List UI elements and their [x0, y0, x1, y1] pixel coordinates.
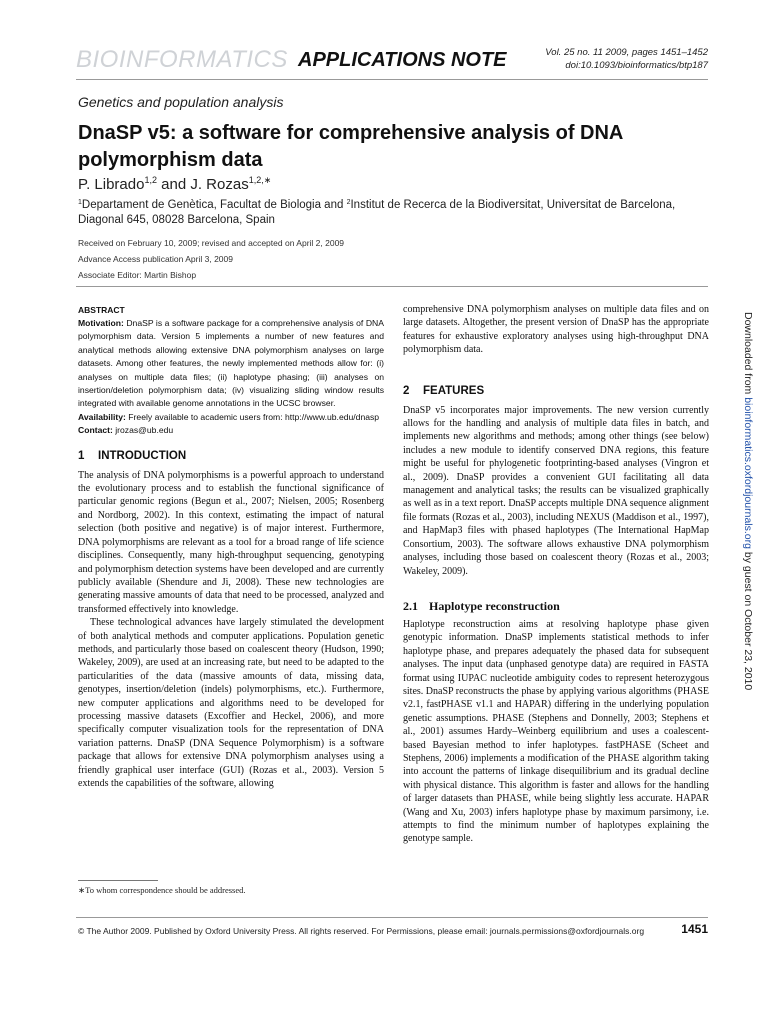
abstract-contact	[78, 424, 384, 437]
introduction-heading	[78, 448, 384, 464]
haplotype-paragraph: Haplotype reconstruction aims at resolving haplotype phase given genotypic information. DnaSP implements statistical methods to infer haplotype phase, and prepares adequately the phased data for subsequent analyses. The input data (unphased genotype data) are required in FASTA format using IUPAC nucleotide ambiguity codes to represent heterozygous sites. DnaSP reconstructs the phase by applying various algorithms (PHASE v2.1, fastPHASE v1.1 and HAPAR) differing in the underlying population genetic assumptions. PHASE (Stephens and Donnelly, 2003; Stephens et al., 2001) assumes Hardy–Weinberg equilibrium and uses a coalescent-based Bayesian method to infer haplotypes. fastPHASE (Scheet and Stephens, 2006) implements a modification of the PHASE algorithm taking into account the patterns of linkage disequilibrium and its gradual decline with physical distance. This algorithm is faster and allows for the handling of larger datasets than PHASE, while being slightly less accurate. HAPAR (Wang and Xu, 2003) infers haplotype phase by maximum parsimony, i.e. attempts to find the minimum number of haplotypes explaining the genotype sample.	[403, 618, 709, 845]
meta-divider	[76, 286, 708, 287]
download-link[interactable]: bioinformatics.oxfordjournals.org	[742, 397, 754, 549]
advance-access-date: Advance Access publication April 3, 2009	[78, 254, 233, 264]
download-suffix: by guest on October 23, 2010	[742, 548, 754, 691]
correspondence-footnote: ∗To whom correspondence should be addressed.	[78, 885, 246, 895]
availability-label: Availability:	[78, 411, 126, 422]
affil-marker-2: 2	[346, 199, 351, 206]
author-rozas[interactable]: J. Rozas	[190, 176, 249, 193]
right-column	[403, 303, 709, 846]
article-dates	[78, 235, 344, 283]
section-number: 1	[78, 449, 85, 462]
associate-editor: Associate Editor: Martin Bishop	[78, 270, 197, 280]
journal-brand: BIOINFORMATICS	[76, 46, 288, 73]
haplotype-heading	[403, 598, 709, 614]
contact-label: Contact:	[78, 425, 113, 436]
affil-marker-1: 1	[78, 199, 82, 206]
author-rozas-affil: 1,2,∗	[248, 175, 272, 185]
section-number: 2	[403, 384, 410, 397]
affiliations	[78, 195, 678, 228]
availability-text[interactable]: Freely available to academic users from: http://www.ub.edu/dnasp	[125, 411, 380, 422]
subject-category: Genetics and population analysis	[78, 94, 284, 110]
section-title: FEATURES	[423, 384, 485, 397]
author-list	[78, 175, 271, 193]
subsection-number: 2.1	[403, 598, 418, 613]
section-title: INTRODUCTION	[98, 449, 187, 462]
download-note	[724, 312, 754, 691]
author-librado[interactable]: P. Librado	[78, 176, 145, 193]
page-number: 1451	[681, 922, 708, 936]
received-date: Received on February 10, 2009; revised and accepted on April 2, 2009	[78, 238, 345, 248]
article-title: DnaSP v5: a software for comprehensive analysis of DNA polymorphism data	[78, 122, 623, 171]
affil-text-1: Departament de Genètica, Facultat de Biologia and	[81, 199, 347, 211]
affil-text-2: Institut de Recerca de la Biodiversitat, Universitat de Barcelona, Diagonal 645, 08028 Barcelona, Spain	[78, 199, 676, 226]
intro-paragraph-1: The analysis of DNA polymorphisms is a powerful approach to understand the evolutionary process and to establish the functional significance of particular genomic regions (Begun et al., 2007; Nielsen, 2005; Rosenberg and Nordborg, 2002). In this context, estimating the impact of natural selection (both positive and negative) is of major interest. Furthermore, DNA polymorphisms are relevant as a tool for a broad range of life science disciplines. Consequently, many high-throughput sequencing, genotyping and polymorphism detection systems have been developed and are currently publicly available (Shendure and Ji, 2008). These new technologies are generating massive amounts of data that need to be processed, analyzed and transformed effectively into knowledge.	[78, 469, 384, 615]
copyright-notice: © The Author 2009. Published by Oxford University Press. All rights reserved. For Permissions, please email: journals.permissions@oxfordjournals.org	[78, 926, 645, 936]
doi-link[interactable]: doi:10.1093/bioinformatics/btp187	[565, 60, 708, 71]
features-heading	[403, 383, 709, 399]
header-divider	[76, 79, 708, 80]
download-watermark	[727, 312, 757, 691]
abstract-motivation	[78, 317, 384, 411]
intro-continuation: comprehensive DNA polymorphism analyses on multiple data files and on large datasets. Altogether, the present version of DnaSP has the appropriate features for exhaustive exploratory analyses using high-throughput DNA polymorphism data.	[403, 304, 709, 356]
left-column	[78, 303, 384, 790]
intro-paragraph-2: These technological advances have largely stimulated the development of both analytical methods and computer applications. Population genetic methods, and particularly those based on coalescent theory (Hudson, 1990; Wakeley, 2009), are used at an increasing rate, but need to be adapted to the particularities of the data (massive amounts of data, missing data, genotypes, insertion/deletion (indels) polymorphisms, etc.). Furthermore, new computer applications and algorithms need to be developed for processing massive datasets (Excoffier and Heckel, 2006), and more specifically computer visualization tools for the representation of DNA variation patterns. DnaSP (DNA Sequence Polymorphism) is a software package that allows for extensive DNA polymorphism analyses using a friendly graphical user interface (GUI) (Rozas et al., 2003). Version 5 extends the capabilities of the software, allowing	[78, 617, 384, 789]
contact-email[interactable]: jrozas@ub.edu	[112, 425, 174, 436]
author-librado-affil: 1,2	[144, 175, 157, 185]
journal-meta	[545, 46, 708, 72]
footnote-divider	[78, 880, 158, 881]
abstract-heading: ABSTRACT	[78, 305, 125, 315]
subsection-title: Haplotype reconstruction	[429, 598, 560, 613]
article-type: APPLICATIONS NOTE	[298, 49, 507, 71]
motivation-label: Motivation:	[78, 318, 124, 328]
download-prefix: Downloaded from	[742, 312, 754, 398]
features-paragraph: DnaSP v5 incorporates major improvements. The new version currently allows for the handling and analysis of multiple data files in batch, and implements new algorithms and methods; among other things (see below) includes a new module to identify conserved DNA regions, this feature might be useful for phylogenetic footprinting-based analyses (Vingron et al., 2009). DnaSP provides a convenient GUI facilitating all data management and analytical tasks; the results can be visualized graphically as well as in a text report. DnaSP accepts multiple DNA sequence alignment file formats (Rozas et al., 2003), including NEXUS (Maddison et al., 1997), and HapMap3 files with phased haplotypes (The International HapMap Consortium, 2003). The software allows exhaustive DNA polymorphism analyses, including those based on coalescent theory (Rozas et al., 2003; Wakeley, 2009).	[403, 404, 709, 577]
volume-line: Vol. 25 no. 11 2009, pages 1451–1452	[545, 47, 708, 58]
author-separator: and	[161, 176, 187, 193]
motivation-text: DnaSP is a software package for a comprehensive analysis of DNA polymorphism data. Version 5 implements a number of new features and analytical methods allowing extensive DNA polymorphism analyses on large datasets. Among other features, the newly implemented methods allow for: (i) analyses on multiple data files; (ii) haplotype phasing; (iii) analyses on insertion/deletion polymorphism data; (iv) visualizing sliding window results integrated with available genome annotations in the UCSC browser.	[78, 318, 384, 409]
footer-divider	[76, 917, 708, 918]
abstract-availability	[78, 411, 384, 424]
